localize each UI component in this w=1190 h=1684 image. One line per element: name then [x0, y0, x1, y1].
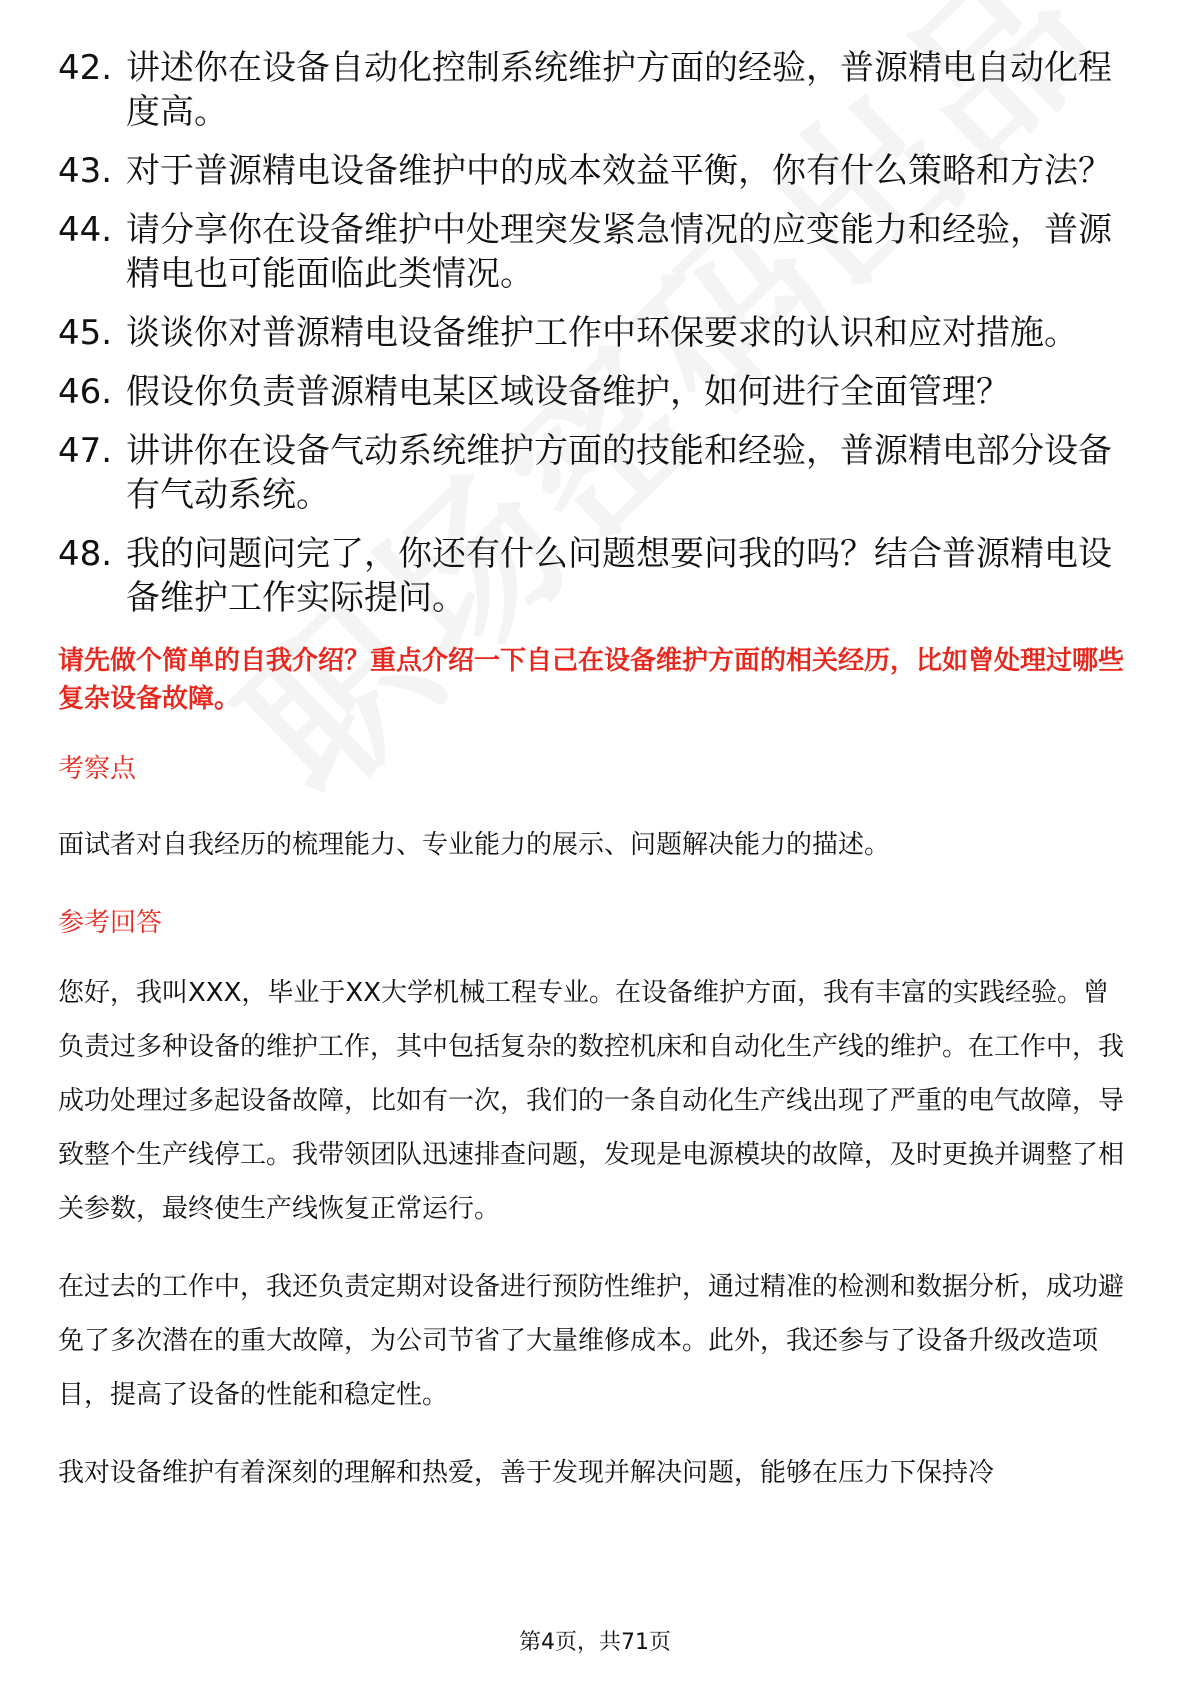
question-list — [58, 46, 1132, 620]
question-text: 我的问题问完了，你还有什么问题想要问我的吗？结合普源精电设备维护工作实际提问。 — [126, 534, 1112, 618]
question-number: 48. — [58, 534, 113, 574]
list-item — [58, 208, 1132, 296]
list-item — [58, 532, 1132, 620]
answer-paragraph: 在过去的工作中，我还负责定期对设备进行预防性维护，通过精准的检测和数据分析，成功避免了多次潜在的重大故障，为公司节省了大量维修成本。此外，我还参与了设备升级改造项目，提高了设备的性能和稳定性。 — [58, 1272, 1125, 1410]
list-item — [58, 149, 1132, 193]
question-text: 假设你负责普源精电某区域设备维护，如何进行全面管理？ — [126, 372, 1010, 412]
observe-text: 面试者对自我经历的梳理能力、专业能力的展示、问题解决能力的描述。 — [58, 830, 891, 860]
question-text: 讲讲你在设备气动系统维护方面的技能和经验，普源精电部分设备有气动系统。 — [126, 431, 1112, 515]
question-number: 46. — [58, 372, 113, 412]
page-footer: 第4页，共71页 — [519, 1630, 671, 1655]
question-number: 47. — [58, 431, 113, 471]
list-item — [58, 370, 1132, 414]
answer-paragraph: 我对设备维护有着深刻的理解和热爱，善于发现并解决问题，能够在压力下保持冷 — [58, 1458, 995, 1488]
page-content — [58, 46, 1132, 1500]
question-number: 44. — [58, 210, 113, 250]
question-text: 谈谈你对普源精电设备维护工作中环保要求的认识和应对措施。 — [126, 313, 1078, 353]
answer-paragraph: 您好，我叫XXX，毕业于XX大学机械工程专业。在设备维护方面，我有丰富的实践经验。曾负责过多种设备的维护工作，其中包括复杂的数控机床和自动化生产线的维护。在工作中，我成功处理过多起设备故障，比如有一次，我们的一条自动化生产线出现了严重的电气故障，导致整个生产线停工。我带领团队迅速排查问题，发现是电源模块的故障，及时更换并调整了相关参数，最终使生产线恢复正常运行。 — [58, 978, 1125, 1224]
answer-label: 参考回答 — [58, 908, 163, 938]
list-item — [58, 429, 1132, 517]
list-item — [58, 46, 1132, 134]
question-number: 43. — [58, 151, 113, 191]
question-text: 讲述你在设备自动化控制系统维护方面的经验，普源精电自动化程度高。 — [126, 48, 1112, 132]
question-number: 42. — [58, 48, 113, 88]
question-text: 对于普源精电设备维护中的成本效益平衡，你有什么策略和方法？ — [126, 151, 1112, 191]
question-text: 请分享你在设备维护中处理突发紧急情况的应变能力和经验，普源精电也可能面临此类情况。 — [126, 210, 1112, 294]
list-item — [58, 311, 1132, 355]
question-number: 45. — [58, 313, 113, 353]
observe-label: 考察点 — [58, 754, 137, 784]
featured-question: 请先做个简单的自我介绍？重点介绍一下自己在设备维护方面的相关经历，比如曾处理过哪些复杂设备故障。 — [58, 646, 1125, 714]
